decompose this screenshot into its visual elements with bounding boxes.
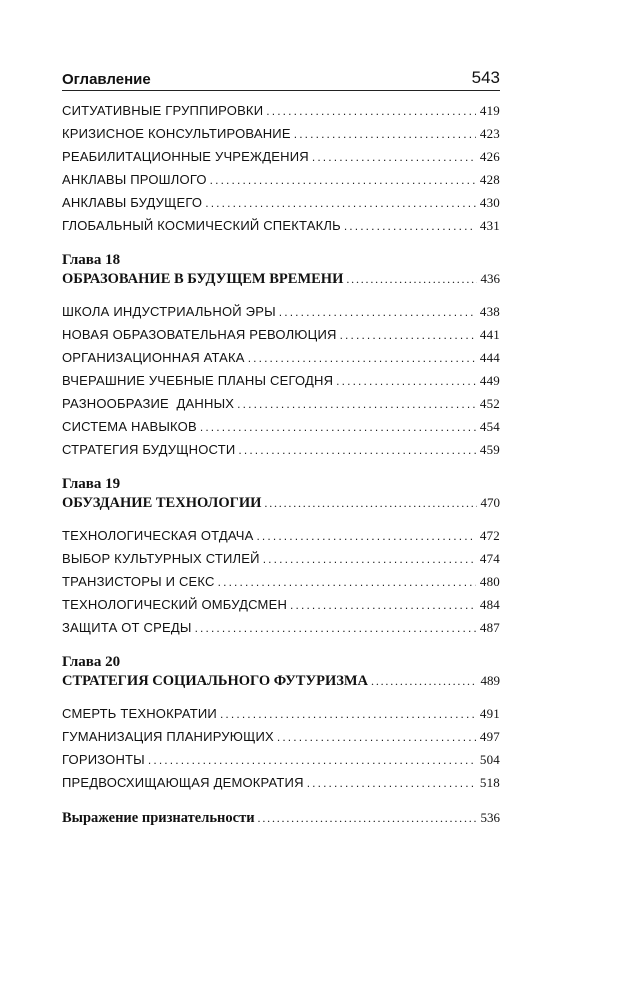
chapter-title-entry[interactable] [62, 271, 500, 298]
chapter-18 [62, 249, 500, 465]
toc-entry-title: АНКЛАВЫ ПРОШЛОГО [62, 172, 207, 187]
acknowledgements-title: Выражение признательности [62, 810, 255, 826]
toc-entry-title: СТРАТЕГИЯ БУДУЩНОСТИ [62, 442, 236, 457]
dot-leader [238, 443, 475, 457]
toc-entry[interactable] [62, 442, 500, 465]
dot-leader [218, 575, 476, 589]
toc-entry-title: ВЧЕРАШНИЕ УЧЕБНЫЕ ПЛАНЫ СЕГОДНЯ [62, 373, 334, 388]
dot-leader [294, 127, 476, 141]
dot-leader [200, 420, 476, 434]
dot-leader [279, 305, 476, 319]
toc-entry[interactable] [62, 126, 500, 149]
toc-entry-title: ТЕХНОЛОГИЧЕСКИЙ ОМБУДСМЕН [62, 597, 288, 612]
chapter-title: ОБУЗДАНИЕ ТЕХНОЛОГИИ [62, 495, 262, 511]
toc-entry-title: СИСТЕМА НАВЫКОВ [62, 419, 197, 434]
toc-entry-title: СИТУАТИВНЫЕ ГРУППИРОВКИ [62, 103, 264, 118]
toc-entry-page: 452 [479, 396, 500, 411]
dot-leader [264, 496, 476, 511]
toc-entry-title: ГЛОБАЛЬНЫЙ КОСМИЧЕСКИЙ СПЕКТАКЛЬ [62, 218, 341, 233]
toc-entry[interactable] [62, 396, 500, 419]
chapter-title: СТРАТЕГИЯ СОЦИАЛЬНОГО ФУТУРИЗМА [62, 673, 369, 689]
toc-entry-title: НОВАЯ ОБРАЗОВАТЕЛЬНАЯ РЕВОЛЮЦИЯ [62, 327, 337, 342]
dot-leader [237, 397, 476, 411]
dot-leader [195, 621, 476, 635]
toc-entry-page: 474 [479, 551, 500, 566]
toc-entry[interactable] [62, 775, 500, 798]
toc-entry-page: 504 [479, 752, 500, 767]
toc-entry-page: 441 [479, 327, 500, 342]
chapter-page: 489 [480, 673, 500, 688]
toc-entry-page: 491 [479, 706, 500, 721]
toc-entry-title: ОРГАНИЗАЦИОННАЯ АТАКА [62, 350, 245, 365]
dot-leader [266, 104, 476, 118]
toc-entry[interactable] [62, 103, 500, 126]
toc-entry-page: 431 [479, 218, 500, 233]
intro-entries [62, 103, 500, 241]
toc-entry[interactable] [62, 149, 500, 172]
dot-leader [263, 552, 476, 566]
toc-entry[interactable] [62, 350, 500, 373]
toc-entry-page: 438 [479, 304, 500, 319]
toc-entry-page: 459 [479, 442, 500, 457]
toc-entry[interactable] [62, 528, 500, 551]
toc-entry-title: РАЗНООБРАЗИЕ ДАННЫХ [62, 396, 235, 411]
dot-leader [256, 529, 475, 543]
toc-entry-page: 484 [479, 597, 500, 612]
chapter-label: Глава 19 [62, 476, 121, 492]
toc-entry-title: РЕАБИЛИТАЦИОННЫЕ УЧРЕЖДЕНИЯ [62, 149, 309, 164]
toc-entry[interactable] [62, 752, 500, 775]
chapter-page: 470 [480, 495, 500, 510]
toc-entry[interactable] [62, 172, 500, 195]
toc-entry[interactable] [62, 419, 500, 442]
toc-entry-page: 428 [479, 172, 500, 187]
dot-leader [148, 753, 476, 767]
running-head-title: Оглавление [62, 71, 151, 88]
toc-entry-title: ШКОЛА ИНДУСТРИАЛЬНОЙ ЭРЫ [62, 304, 276, 319]
toc-entry[interactable] [62, 729, 500, 752]
toc-entry[interactable] [62, 195, 500, 218]
dot-leader [346, 272, 476, 287]
chapter-19 [62, 473, 500, 643]
chapter-label: Глава 20 [62, 654, 121, 670]
toc-entry-page: 419 [479, 103, 500, 118]
acknowledgements-page: 536 [480, 810, 500, 825]
dot-leader [248, 351, 476, 365]
toc-entry-page: 497 [479, 729, 500, 744]
toc-entry-title: ТРАНЗИСТОРЫ И СЕКС [62, 574, 215, 589]
toc-entry-page: 472 [479, 528, 500, 543]
toc-entry-page: 430 [479, 195, 500, 210]
chapter-title-entry[interactable] [62, 495, 500, 522]
toc-entry[interactable] [62, 574, 500, 597]
toc-entry-page: 454 [479, 419, 500, 434]
dot-leader [277, 730, 476, 744]
toc-entry-page: 487 [479, 620, 500, 635]
toc-entry-title: ПРЕДВОСХИЩАЮЩАЯ ДЕМОКРАТИЯ [62, 775, 304, 790]
toc-entry[interactable] [62, 327, 500, 350]
toc-page [62, 66, 500, 834]
toc-entry[interactable] [62, 373, 500, 396]
toc-entry-title: ТЕХНОЛОГИЧЕСКАЯ ОТДАЧА [62, 528, 254, 543]
dot-leader [340, 328, 476, 342]
toc-entry[interactable] [62, 304, 500, 327]
toc-entry[interactable] [62, 597, 500, 620]
toc-entry[interactable] [62, 706, 500, 729]
toc-entry-page: 423 [479, 126, 500, 141]
toc-entry-title: ВЫБОР КУЛЬТУРНЫХ СТИЛЕЙ [62, 551, 260, 566]
dot-leader [371, 674, 476, 689]
dot-leader [210, 173, 476, 187]
chapter-20 [62, 651, 500, 798]
toc-entry-page: 426 [479, 149, 500, 164]
toc-entry[interactable] [62, 551, 500, 574]
toc-entry-page: 444 [479, 350, 500, 365]
toc-entry-title: АНКЛАВЫ БУДУЩЕГО [62, 195, 203, 210]
chapter-title-entry[interactable] [62, 673, 500, 700]
dot-leader [336, 374, 476, 388]
toc-entry[interactable] [62, 218, 500, 241]
toc-entry-page: 518 [479, 775, 500, 790]
dot-leader [205, 196, 476, 210]
toc-entry-title: СМЕРТЬ ТЕХНОКРАТИИ [62, 706, 217, 721]
toc-entry-title: ЗАЩИТА ОТ СРЕДЫ [62, 620, 192, 635]
running-head [62, 66, 500, 91]
dot-leader [344, 219, 476, 233]
toc-entry-page: 449 [479, 373, 500, 388]
dot-leader [312, 150, 476, 164]
toc-entry-title: ГУМАНИЗАЦИЯ ПЛАНИРУЮЩИХ [62, 729, 274, 744]
chapter-title: ОБРАЗОВАНИЕ В БУДУЩЕМ ВРЕМЕНИ [62, 271, 344, 287]
toc-entry[interactable] [62, 620, 500, 643]
toc-entry-title: КРИЗИСНОЕ КОНСУЛЬТИРОВАНИЕ [62, 126, 291, 141]
dot-leader [220, 707, 476, 721]
page-number: 543 [471, 68, 500, 87]
chapter-page: 436 [480, 271, 500, 286]
acknowledgements-entry[interactable] [62, 810, 500, 834]
chapter-label: Глава 18 [62, 252, 121, 268]
dot-leader [258, 811, 477, 826]
dot-leader [290, 598, 476, 612]
dot-leader [307, 776, 476, 790]
toc-entry-page: 480 [479, 574, 500, 589]
toc-entry-title: ГОРИЗОНТЫ [62, 752, 145, 767]
